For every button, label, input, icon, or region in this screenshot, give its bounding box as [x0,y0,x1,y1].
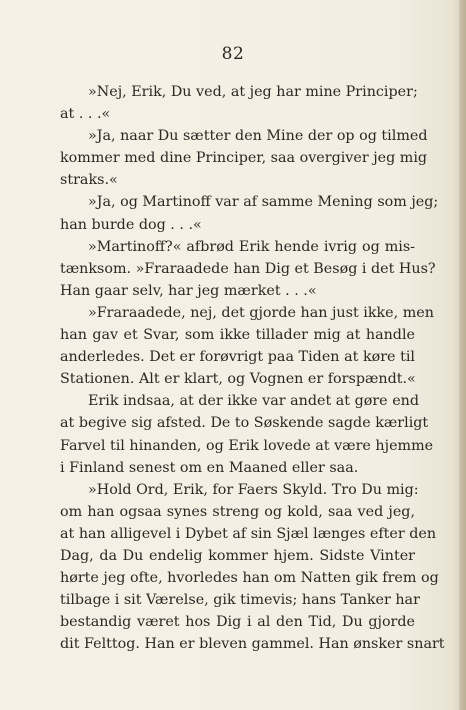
page-edge [459,0,466,710]
text-line: Dag, da Du endelig kommer hjem. Sidste Vinter [60,547,415,564]
text-line: Farvel til hinanden, og Erik lovede at være hjemme [60,437,434,454]
text-line: om han ogsaa synes streng og kold, saa ved jeg, [60,503,415,520]
text-line: dit Felttog. Han er bleven gammel. Han ønsker snart [60,636,445,653]
text-line: at han alligevel i Dybet af sin Sjæl længes efter den [60,525,437,542]
text-line: tilbage i sit Værelse, gik timevis; hans Tanker har [60,592,420,609]
page-number: 82 [221,44,245,64]
text-line: »Fraraadede, nej, det gjorde han just ikke, men [88,304,434,321]
text-line: Han gaar selv, har jeg mærket . . .« [60,282,317,299]
text-line: anderledes. Det er forøvrigt paa Tiden at køre til [60,349,415,366]
text-line: hørte jeg ofte, hvorledes han om Natten gik frem og [60,570,439,587]
body-text [60,81,445,655]
text-line: »Ja, naar Du sætter den Mine der op og tilmed [88,128,428,145]
text-line: han burde dog . . .« [60,216,202,233]
text-line: Stationen. Alt er klart, og Vognen er forspændt.« [60,371,416,388]
text-line: i Finland senest om en Maaned eller saa. [60,459,359,476]
text-line: »Martinoff?« afbrød Erik hende ivrig og mis- [88,238,415,255]
text-line: kommer med dine Principer, saa overgiver jeg mig [60,150,428,167]
text-line: at . . .« [60,106,111,123]
text-line: han gav et Svar, som ikke tillader mig at handle [60,327,415,344]
text-line: Erik indsaa, at der ikke var andet at gøre end [88,393,420,410]
text-line: »Hold Ord, Erik, for Faers Skyld. Tro Du mig: [88,481,419,498]
text-line: »Nej, Erik, Du ved, at jeg har mine Principer; [88,84,418,100]
text-line: tænksom. »Fraraadede han Dig et Besøg i det Hus? [60,260,436,277]
text-line: »Ja, og Martinoff var af samme Mening som jeg; [88,194,439,211]
text-line: straks.« [60,172,118,189]
text-line: at begive sig afsted. De to Søskende sagde kærligt [60,415,429,432]
text-line: bestandig været hos Dig i al den Tid, Du gjorde [60,614,415,631]
